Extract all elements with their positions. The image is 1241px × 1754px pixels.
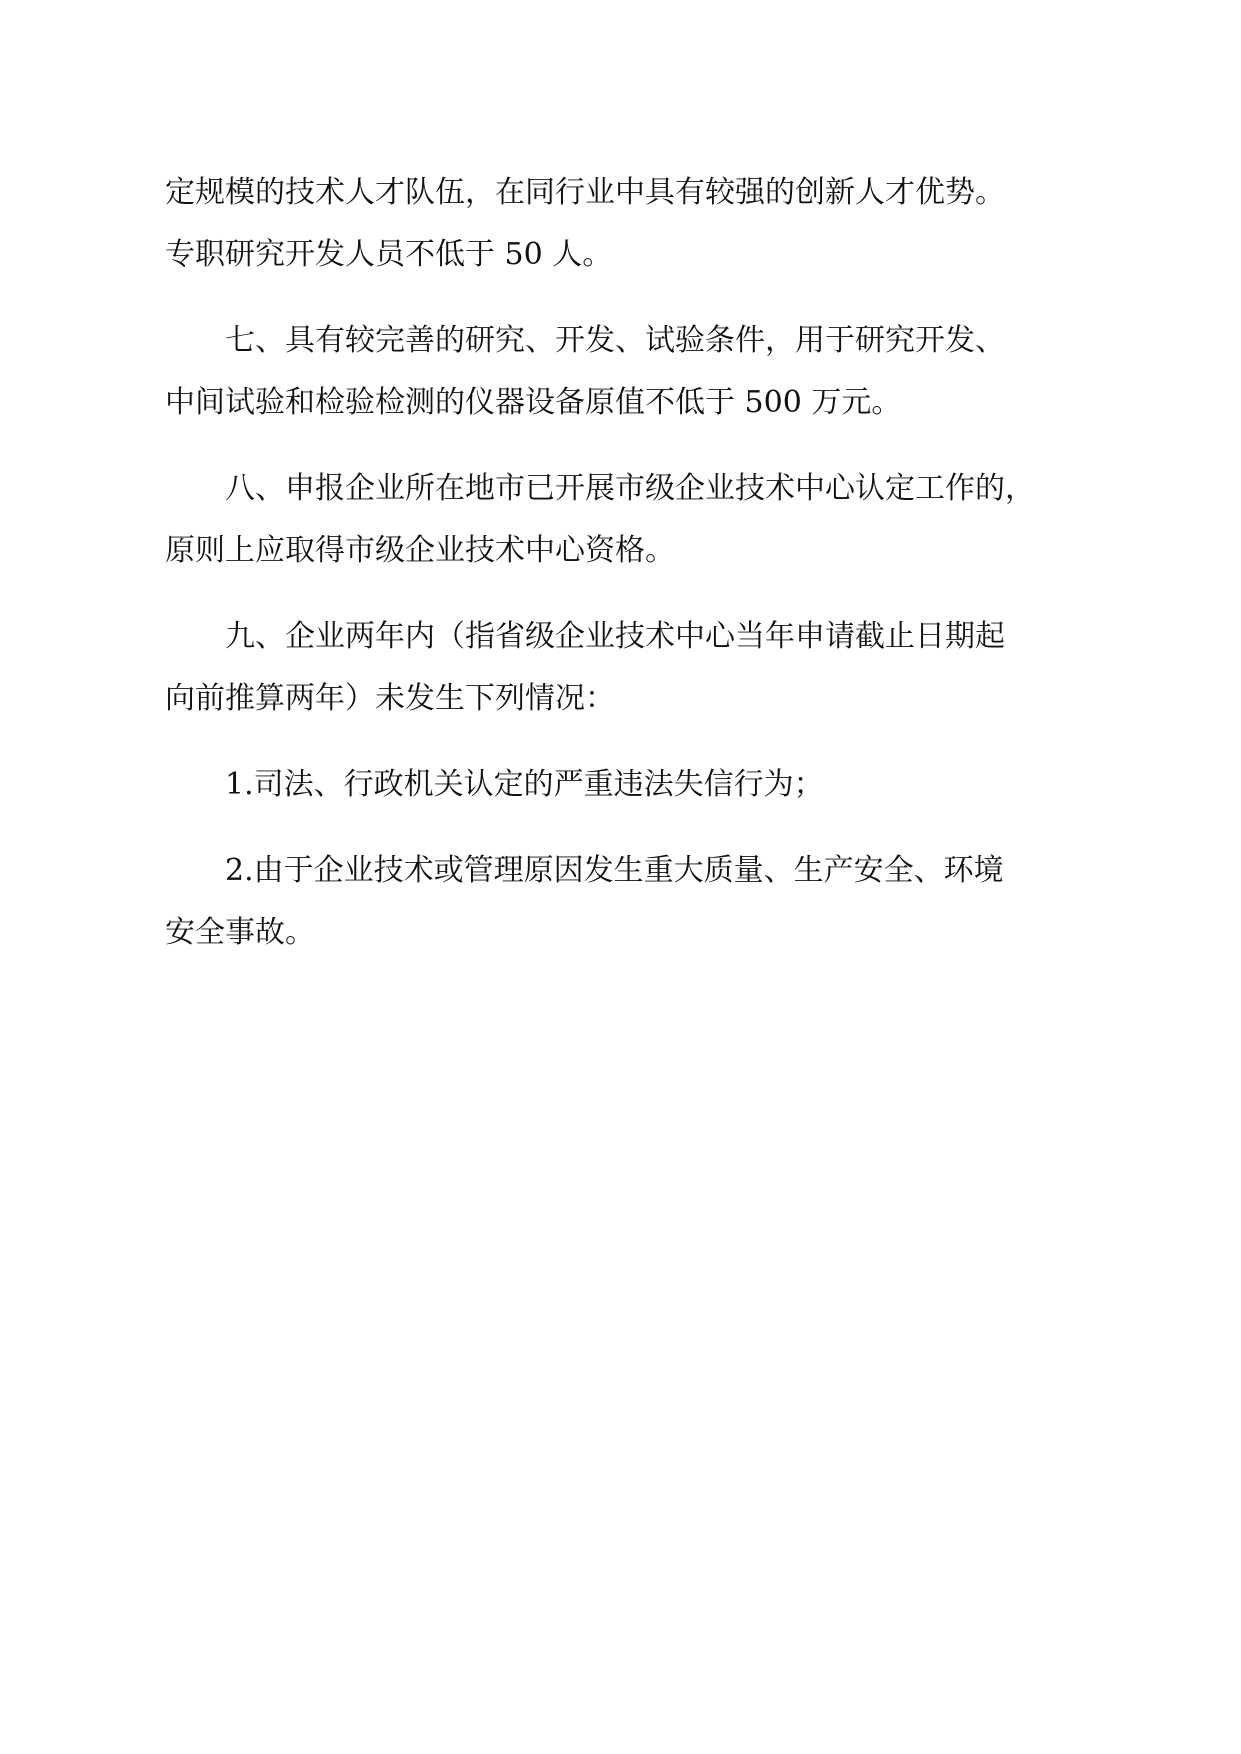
text-line: 2.由于企业技术或管理原因发生重大质量、生产安全、环境 xyxy=(225,853,1004,888)
text-line: 1.司法、行政机关认定的严重违法失信行为； xyxy=(225,767,824,802)
text-line: 向前推算两年）未发生下列情况： xyxy=(165,681,615,716)
text-line: 中间试验和检验检测的仪器设备原值不低于 500 万元。 xyxy=(165,385,902,420)
paragraph-nine xyxy=(165,606,1095,730)
paragraph-eight xyxy=(165,458,1095,582)
text-line: 七、具有较完善的研究、开发、试验条件，用于研究开发、 xyxy=(225,323,1005,358)
paragraph-talent-team xyxy=(165,162,1095,286)
text-line: 安全事故。 xyxy=(165,915,315,950)
text-line: 专职研究开发人员不低于 50 人。 xyxy=(165,237,613,272)
text-line: 八、申报企业所在地市已开展市级企业技术中心认定工作的， xyxy=(225,471,1035,506)
paragraph-item-2 xyxy=(165,840,1095,964)
paragraph-item-1 xyxy=(165,754,1095,816)
text-line: 原则上应取得市级企业技术中心资格。 xyxy=(165,533,675,568)
document-body xyxy=(165,162,1095,964)
text-line: 九、企业两年内（指省级企业技术中心当年申请截止日期起 xyxy=(225,619,1005,654)
text-line: 定规模的技术人才队伍，在同行业中具有较强的创新人才优势。 xyxy=(165,175,1005,210)
paragraph-seven xyxy=(165,310,1095,434)
